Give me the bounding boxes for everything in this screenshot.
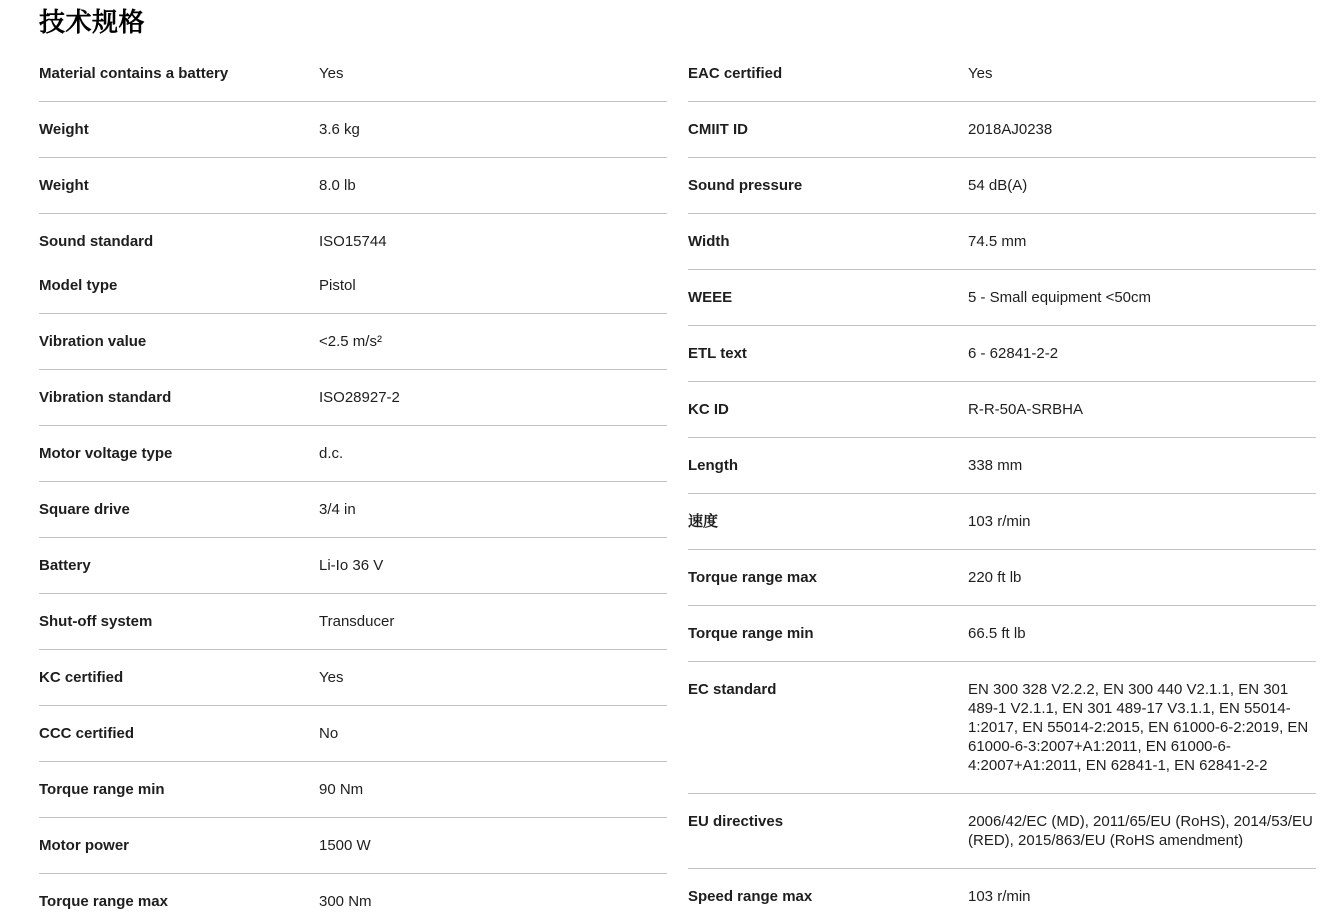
spec-label: Sound standard: [39, 233, 154, 250]
spec-pair: [39, 232, 667, 251]
spec-label: ETL text: [688, 345, 747, 362]
spec-row: [39, 762, 667, 818]
spec-row: [39, 538, 667, 594]
spec-row: [39, 370, 667, 426]
spec-row: [39, 650, 667, 706]
spec-value: 220 ft lb: [968, 569, 1022, 586]
spec-label: Weight: [39, 177, 89, 194]
spec-value: d.c.: [319, 445, 344, 462]
spec-row: [688, 869, 1316, 915]
spec-label: CMIIT ID: [688, 121, 748, 138]
spec-row: [39, 426, 667, 482]
spec-label: Torque range max: [688, 569, 817, 586]
spec-row: [688, 550, 1316, 606]
spec-label: Motor voltage type: [39, 445, 173, 462]
spec-label: Sound pressure: [688, 177, 803, 194]
spec-value: 103 r/min: [968, 888, 1031, 905]
spec-value: Transducer: [319, 613, 395, 630]
spec-label: Shut-off system: [39, 613, 153, 630]
spec-row: [39, 314, 667, 370]
spec-value: Yes: [968, 65, 993, 82]
spec-label: Weight: [39, 121, 89, 138]
spec-row: [39, 46, 667, 102]
spec-row: [39, 874, 667, 915]
spec-value: 8.0 lb: [319, 177, 356, 194]
spec-value: Yes: [319, 65, 344, 82]
spec-row: [688, 438, 1316, 494]
spec-label: Torque range max: [39, 893, 168, 910]
spec-value: <2.5 m/s²: [319, 333, 382, 350]
spec-row: [688, 270, 1316, 326]
spec-column-left: [39, 46, 667, 915]
spec-value: EN 300 328 V2.2.2, EN 300 440 V2.1.1, EN 301 489-1 V2.1.1, EN 301 489-17 V3.1.1, EN 55014-1:2017, EN 55014-2:2015, EN 61000-6-2:2019, EN 61000-6-3:2007+A1:2011, EN 61000-6-4:2007+A1:2011, EN 62841-1, EN 62841-2-2: [968, 681, 1309, 774]
spec-row: [688, 606, 1316, 662]
spec-row: [39, 102, 667, 158]
spec-row: [688, 214, 1316, 270]
spec-label: WEEE: [688, 289, 733, 306]
spec-row: [688, 494, 1316, 550]
spec-row: [39, 706, 667, 762]
spec-value: ISO28927-2: [319, 389, 400, 406]
spec-label: Square drive: [39, 501, 130, 518]
spec-row: [688, 382, 1316, 438]
spec-row: [688, 794, 1316, 869]
spec-row: [39, 594, 667, 650]
spec-row: [39, 158, 667, 214]
spec-label: Length: [688, 457, 738, 474]
spec-row: [688, 326, 1316, 382]
spec-label: Torque range min: [688, 625, 814, 642]
spec-value: 5 - Small equipment <50cm: [968, 289, 1152, 306]
spec-value: 103 r/min: [968, 513, 1031, 530]
spec-label: Model type: [39, 277, 118, 294]
spec-value: Pistol: [319, 277, 356, 294]
spec-value: ISO15744: [319, 233, 387, 250]
spec-label: Vibration standard: [39, 389, 172, 406]
spec-row: [39, 482, 667, 538]
spec-row: [688, 662, 1316, 794]
spec-value: 74.5 mm: [968, 233, 1027, 250]
spec-value: Li-Io 36 V: [319, 557, 384, 574]
spec-value: 66.5 ft lb: [968, 625, 1026, 642]
spec-value: No: [319, 725, 339, 742]
spec-value: 54 dB(A): [968, 177, 1028, 194]
spec-row: [39, 818, 667, 874]
spec-value: 3.6 kg: [319, 121, 360, 138]
spec-row: [39, 214, 667, 314]
spec-label: EC standard: [688, 681, 777, 698]
spec-row: [688, 46, 1316, 102]
spec-label: Vibration value: [39, 333, 147, 350]
page-title: 技术规格: [39, 7, 146, 37]
spec-label: KC certified: [39, 669, 124, 686]
spec-label: 速度: [688, 513, 719, 530]
spec-value: 2006/42/EC (MD), 2011/65/EU (RoHS), 2014/53/EU (RED), 2015/863/EU (RoHS amendment): [968, 813, 1313, 849]
spec-value: 300 Nm: [319, 893, 372, 910]
spec-value: 3/4 in: [319, 501, 356, 518]
spec-row: [688, 158, 1316, 214]
spec-label: Torque range min: [39, 781, 165, 798]
spec-row: [688, 102, 1316, 158]
spec-pair: [39, 276, 667, 295]
spec-value: 338 mm: [968, 457, 1023, 474]
spec-label: Battery: [39, 557, 91, 574]
spec-label: EU directives: [688, 813, 784, 830]
spec-label: EAC certified: [688, 65, 783, 82]
spec-column-right: [688, 46, 1316, 915]
spec-label: Width: [688, 233, 730, 250]
spec-label: KC ID: [688, 401, 729, 418]
spec-table: [39, 46, 1316, 915]
spec-value: 90 Nm: [319, 781, 364, 798]
spec-label: Material contains a battery: [39, 65, 229, 82]
spec-label: Speed range max: [688, 888, 813, 905]
spec-value: 6 - 62841-2-2: [968, 345, 1059, 362]
spec-value: Yes: [319, 669, 344, 686]
spec-label: Motor power: [39, 837, 129, 854]
spec-value: R-R-50A-SRBHA: [968, 401, 1084, 418]
spec-label: CCC certified: [39, 725, 135, 742]
spec-value: 1500 W: [319, 837, 371, 854]
spec-value: 2018AJ0238: [968, 121, 1053, 138]
